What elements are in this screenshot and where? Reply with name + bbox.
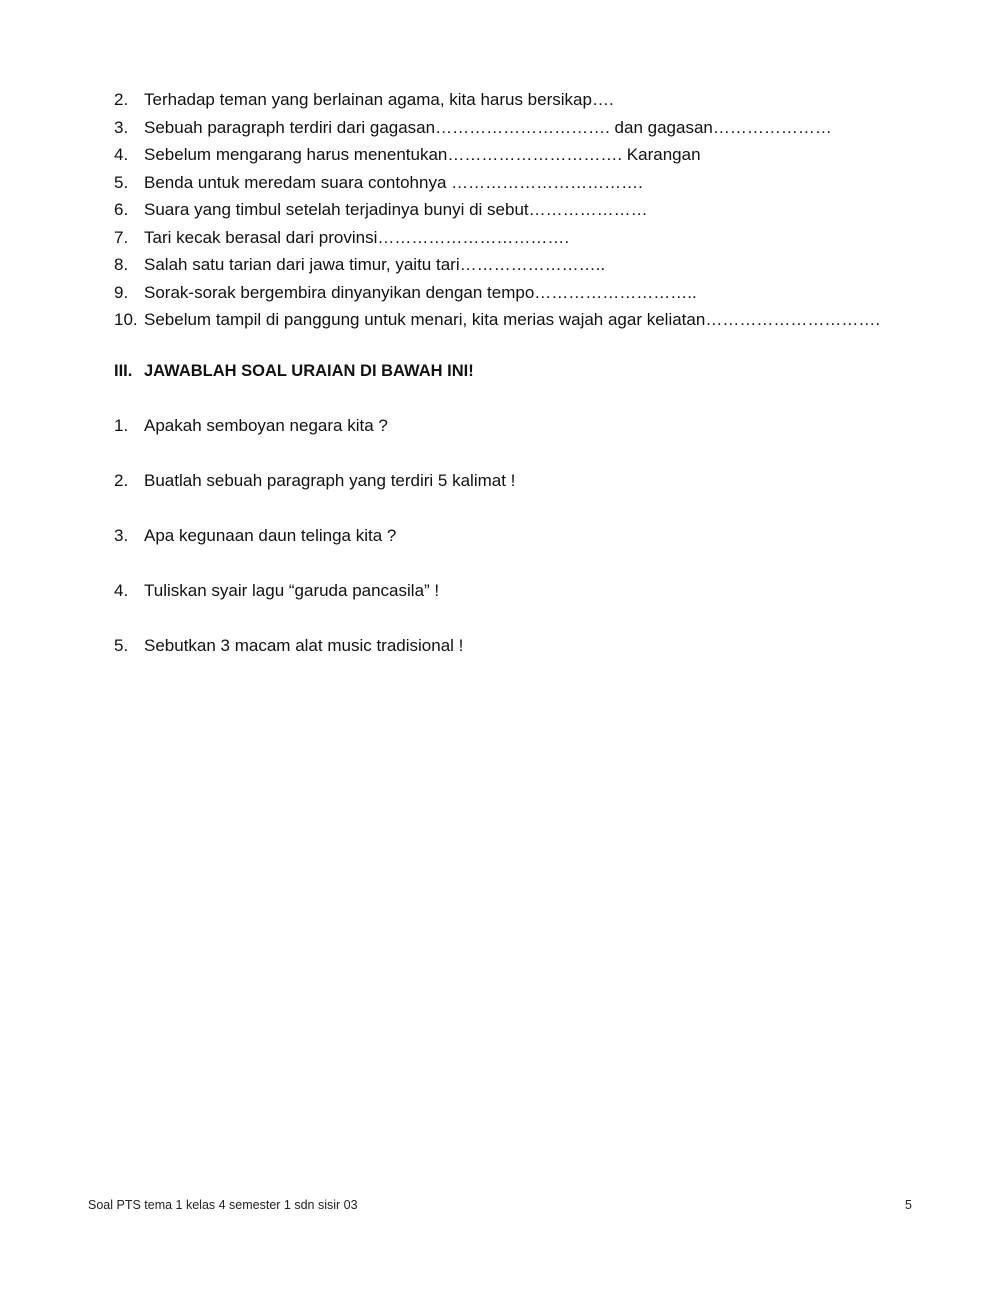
list-item: [114, 578, 914, 633]
question-number: 10.: [114, 310, 138, 329]
fill-in-question-list: [114, 86, 914, 334]
question-text: Sebutkan 3 macam alat music tradisional !: [144, 636, 464, 655]
question-text: Salah satu tarian dari jawa timur, yaitu tari……………………..: [144, 255, 606, 274]
page-footer: [88, 1196, 912, 1214]
question-text: Terhadap teman yang berlainan agama, kita harus bersikap….: [144, 90, 614, 109]
question-text: Sebuah paragraph terdiri dari gagasan…………………………. dan gagasan…………………: [144, 117, 832, 137]
question-text: Sebelum tampil di panggung untuk menari, kita merias wajah agar keliatan………………………….: [144, 310, 881, 329]
list-item: [114, 114, 914, 142]
question-number: 6.: [114, 200, 129, 219]
question-text: Apakah semboyan negara kita ?: [144, 416, 388, 435]
question-number: 5.: [114, 636, 129, 655]
section-title: JAWABLAH SOAL URAIAN DI BAWAH INI!: [144, 362, 474, 380]
section-heading: [114, 358, 474, 384]
list-item: [114, 523, 914, 578]
list-item: [114, 224, 914, 252]
question-text: Buatlah sebuah paragraph yang terdiri 5 kalimat !: [144, 471, 516, 490]
list-item: [114, 251, 914, 279]
question-text: Sebelum mengarang harus menentukan…………………………. Karangan: [144, 145, 701, 164]
list-item: [114, 196, 914, 224]
list-item: [114, 141, 914, 169]
list-item: [114, 279, 914, 307]
question-text: Sorak-sorak bergembira dinyanyikan dengan tempo………………………..: [144, 282, 697, 302]
question-number: 3.: [114, 117, 129, 137]
page-number: 5: [905, 1198, 912, 1212]
list-item: [114, 468, 914, 523]
question-number: 8.: [114, 255, 129, 274]
question-number: 1.: [114, 416, 129, 435]
section-number: III.: [114, 362, 133, 380]
question-text: Tuliskan syair lagu “garuda pancasila” !: [144, 581, 440, 600]
list-item: [114, 413, 914, 468]
list-item: [114, 306, 914, 334]
question-number: 4.: [114, 581, 129, 600]
question-number: 2.: [114, 471, 129, 490]
question-number: 9.: [114, 282, 129, 302]
question-number: 2.: [114, 90, 129, 109]
question-text: Benda untuk meredam suara contohnya …………………………….: [144, 172, 643, 192]
question-number: 7.: [114, 227, 129, 247]
list-item: [114, 86, 914, 114]
question-number: 4.: [114, 145, 129, 164]
list-item: [114, 633, 914, 688]
question-number: 3.: [114, 526, 129, 545]
list-item: [114, 169, 914, 197]
question-text: Suara yang timbul setelah terjadinya bunyi di sebut…………………: [144, 200, 648, 219]
footer-document-title: Soal PTS tema 1 kelas 4 semester 1 sdn sisir 03: [88, 1198, 358, 1212]
essay-question-list: [114, 413, 914, 688]
question-text: Apa kegunaan daun telinga kita ?: [144, 526, 397, 545]
question-number: 5.: [114, 172, 129, 192]
question-text: Tari kecak berasal dari provinsi…………………………….: [144, 227, 570, 247]
